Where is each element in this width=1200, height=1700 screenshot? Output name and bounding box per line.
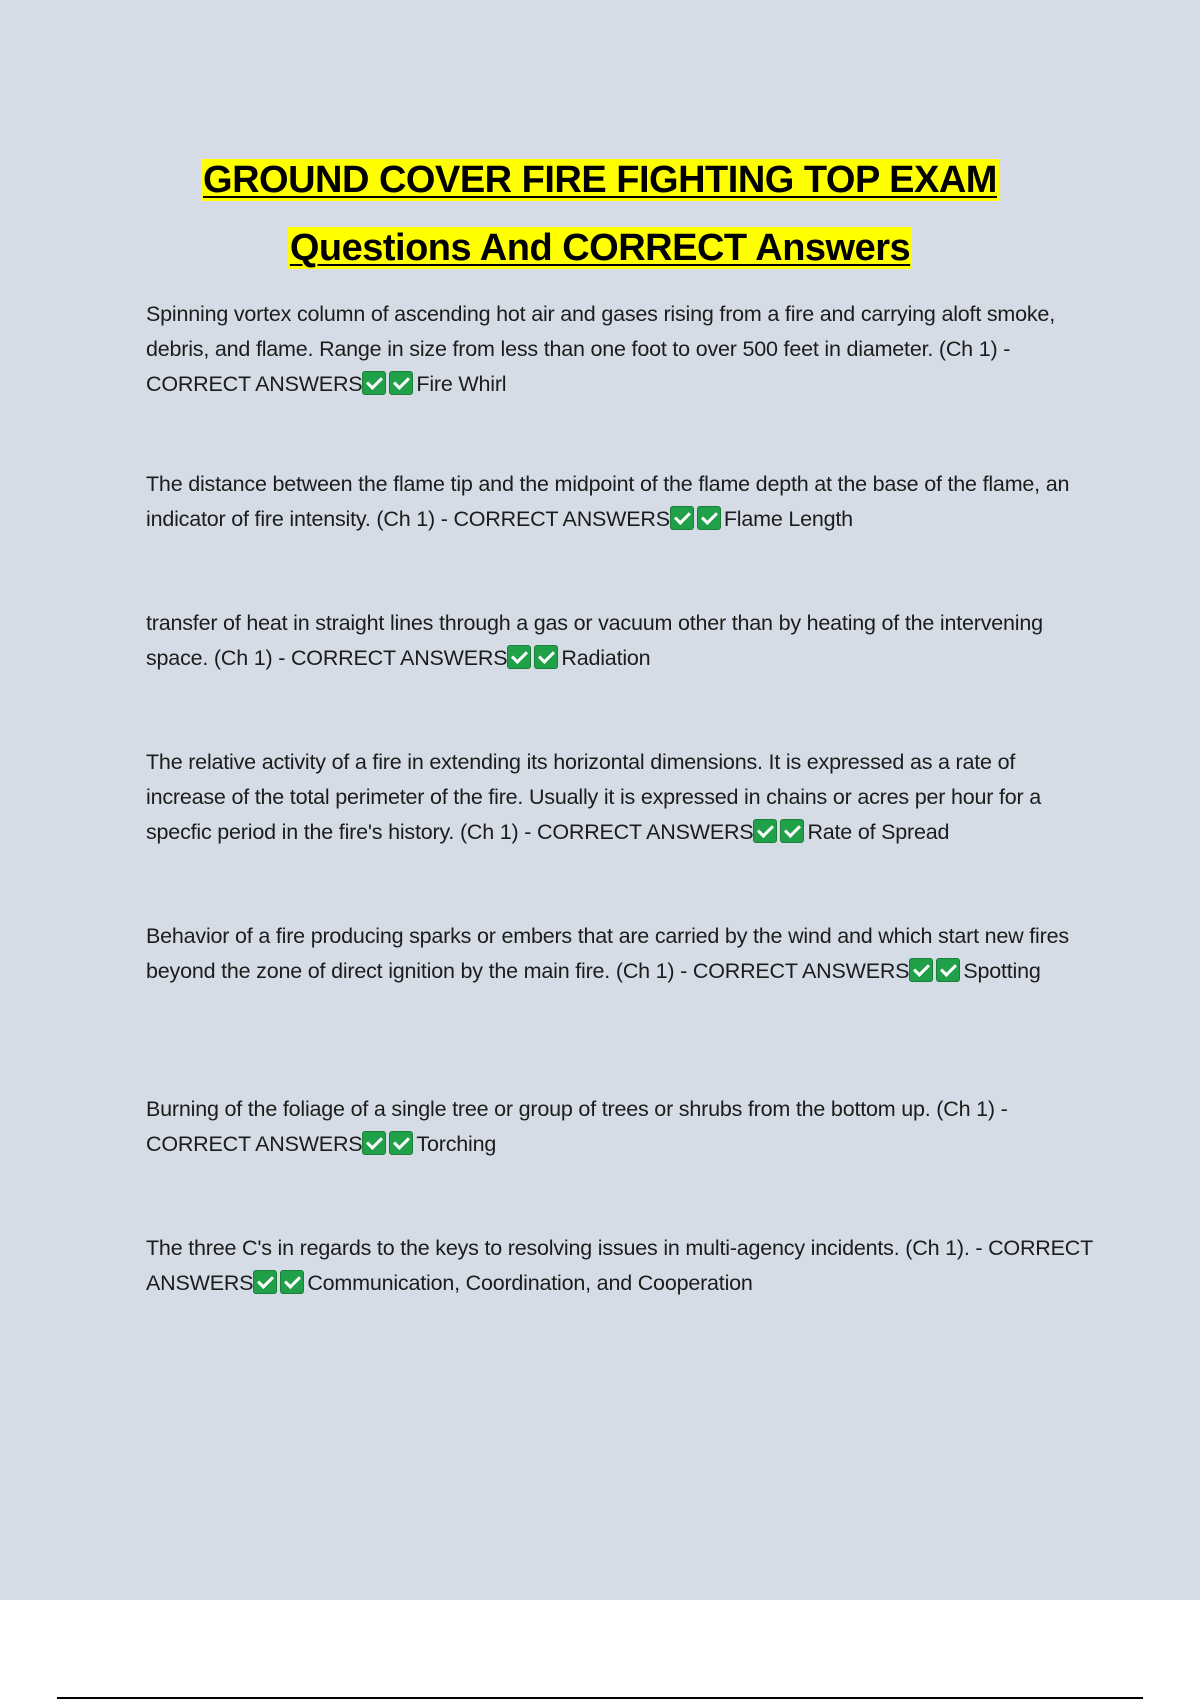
answer-text: Radiation <box>561 646 651 670</box>
answer-prefix: CORRECT ANSWERS <box>537 820 754 844</box>
question-text: transfer of heat in straight lines through a gas or vacuum other than by heating of the intervening space. (Ch 1) - <box>146 611 1043 670</box>
check-mark-icon <box>534 645 558 669</box>
question-text: The distance between the flame tip and the midpoint of the flame depth at the base of the flame, an indicator of fire intensity. (Ch 1) - <box>146 472 1070 531</box>
check-mark-icon <box>670 506 694 530</box>
answer-text: Fire Whirl <box>416 372 507 396</box>
check-mark-icon <box>280 1270 304 1294</box>
check-mark-icon <box>362 371 386 395</box>
question-text: Burning of the foliage of a single tree or group of trees or shrubs from the bottom up. (Ch 1) - <box>146 1097 1008 1121</box>
qa-item-4 <box>146 745 1096 850</box>
qa-item-7 <box>146 1231 1096 1301</box>
answer-prefix: CORRECT ANSWERS <box>146 1132 363 1156</box>
qa-item-1 <box>146 297 1096 402</box>
answer-text: Spotting <box>963 959 1041 983</box>
check-mark-icon <box>936 958 960 982</box>
title-line-2: Questions And CORRECT Answers <box>289 227 911 269</box>
answer-text: Communication, Coordination, and Cooperation <box>307 1271 753 1295</box>
check-mark-icon <box>389 371 413 395</box>
question-text: Behavior of a fire producing sparks or embers that are carried by the wind and which start new fires beyond the zone of direct ignition by the main fire. (Ch 1) - <box>146 924 1069 983</box>
qa-item-3 <box>146 606 1096 676</box>
answer-prefix: CORRECT ANSWERS <box>692 959 910 983</box>
answer-prefix: CORRECT ANSWERS <box>146 1236 1093 1295</box>
check-mark-icon <box>909 958 933 982</box>
check-mark-icon <box>780 819 804 843</box>
footer-divider <box>57 1697 1143 1699</box>
question-text: The relative activity of a fire in extending its horizontal dimensions. It is expressed as a rate of increase of the total perimeter of the fire. Usually it is expressed in chains or acres per hour for a specfic period in the fire's history. (Ch 1) - <box>146 750 1041 844</box>
check-mark-icon <box>253 1270 277 1294</box>
check-mark-icon <box>697 506 721 530</box>
check-mark-icon <box>362 1131 386 1155</box>
qa-item-5 <box>146 919 1096 989</box>
page-title <box>0 146 1200 282</box>
answer-prefix: CORRECT ANSWERS <box>453 507 670 531</box>
qa-item-2 <box>146 467 1096 537</box>
check-mark-icon <box>389 1131 413 1155</box>
answer-text: Flame Length <box>723 507 853 531</box>
title-line-1: GROUND COVER FIRE FIGHTING TOP EXAM <box>203 159 997 201</box>
answer-text: Torching <box>416 1132 497 1156</box>
question-text: The three C's in regards to the keys to resolving issues in multi-agency incidents. (Ch 1). - <box>146 1236 989 1260</box>
question-text: Spinning vortex column of ascending hot air and gases rising from a fire and carrying aloft smoke, debris, and flame. Range in size from less than one foot to over 500 feet in diameter. (Ch 1) - <box>146 302 1055 361</box>
answer-prefix: CORRECT ANSWERS <box>146 372 363 396</box>
answer-prefix: CORRECT ANSWERS <box>290 646 508 670</box>
check-mark-icon <box>507 645 531 669</box>
check-mark-icon <box>753 819 777 843</box>
answer-text: Rate of Spread <box>807 820 950 844</box>
qa-item-6 <box>146 1092 1096 1162</box>
